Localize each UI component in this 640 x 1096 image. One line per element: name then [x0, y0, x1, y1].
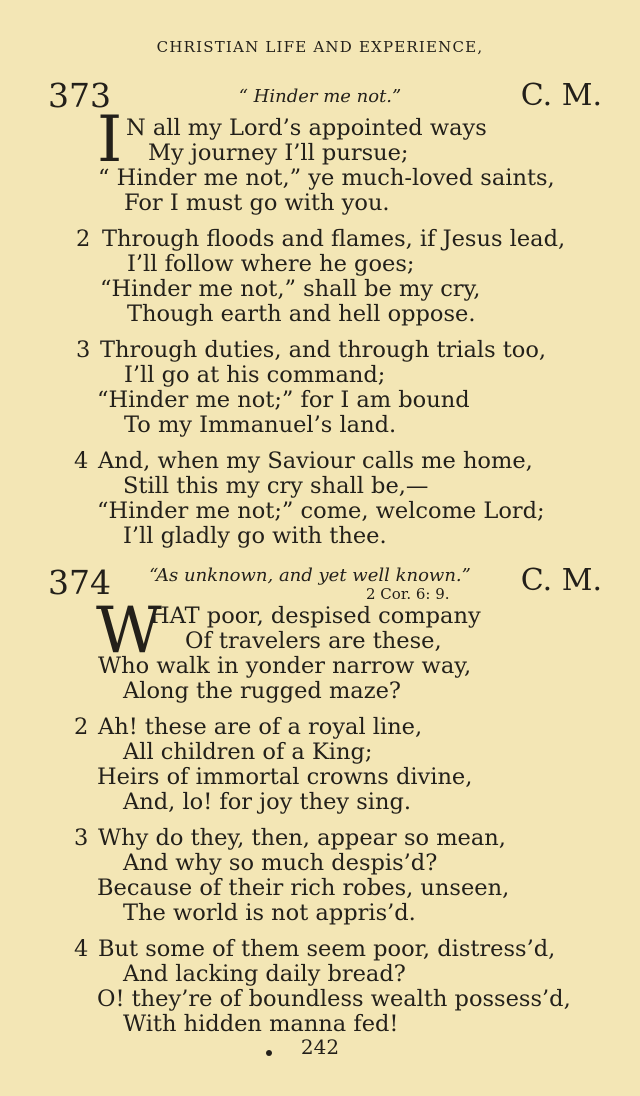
- verse-line: For I must go with you.: [124, 190, 390, 216]
- stanza-number: 2: [74, 714, 89, 740]
- running-head: CHRISTIAN LIFE AND EXPERIENCE,: [156, 38, 484, 56]
- stanza-number: 4: [74, 936, 89, 962]
- verse-line: To my Immanuel’s land.: [124, 412, 397, 438]
- verse-line: I’ll go at his command;: [124, 362, 386, 388]
- verse-line: But some of them seem poor, distress’d,: [98, 936, 556, 962]
- verse-line: O! they’re of boundless wealth possess’d,: [97, 986, 571, 1012]
- stanza-number: 3: [76, 337, 91, 363]
- verse-line: With hidden manna fed!: [123, 1011, 399, 1037]
- verse-line: “Hinder me not,” shall be my cry,: [100, 276, 481, 302]
- hymn-meter: C. M.: [520, 563, 602, 598]
- verse-line: My journey I’ll pursue;: [148, 140, 409, 166]
- stanza-number: 4: [74, 448, 89, 474]
- hymn-meter: C. M.: [520, 78, 602, 113]
- hymn-title: “ Hinder me not.”: [238, 86, 402, 107]
- verse-line: Who walk in yonder narrow way,: [98, 653, 472, 679]
- verse-line: And, when my Saviour calls me home,: [98, 448, 533, 474]
- verse-line: I’ll follow where he goes;: [127, 251, 415, 277]
- drop-cap: W: [96, 594, 162, 668]
- verse-line: I’ll gladly go with thee.: [123, 523, 387, 549]
- verse-line: Why do they, then, appear so mean,: [98, 825, 506, 851]
- verse-line: And lacking daily bread?: [123, 961, 406, 987]
- verse-line: “ Hinder me not,” ye much-loved saints,: [98, 165, 555, 191]
- verse-line: “Hinder me not;” come, welcome Lord;: [97, 498, 545, 524]
- stanza-number: 2: [76, 226, 91, 252]
- verse-line: Along the rugged maze?: [123, 678, 401, 704]
- hymn-number: 374: [48, 563, 111, 602]
- verse-line: Though earth and hell oppose.: [127, 301, 476, 327]
- verse-line: And, lo! for joy they sing.: [123, 789, 412, 815]
- hymn-title: “As unknown, and yet well known.”: [149, 565, 471, 586]
- drop-cap: I: [97, 103, 123, 177]
- verse-line: HAT poor, despised company: [150, 603, 481, 629]
- verse-line: Because of their rich robes, unseen,: [97, 875, 510, 901]
- verse-line: Ah! these are of a royal line,: [98, 714, 423, 740]
- verse-line: Of travelers are these,: [185, 628, 442, 654]
- verse-line: And why so much despis’d?: [123, 850, 438, 876]
- verse-line: “Hinder me not;” for I am bound: [97, 387, 470, 413]
- hymn-number: 373: [48, 76, 111, 115]
- verse-line: Heirs of immortal crowns divine,: [97, 764, 473, 790]
- hymn-header: [0, 76, 640, 116]
- verse-line: Through floods and flames, if Jesus lead,: [102, 226, 566, 252]
- page-number: 242: [300, 1035, 340, 1059]
- verse-line: All children of a King;: [123, 739, 373, 765]
- stanza-number: 3: [74, 825, 89, 851]
- verse-line: Still this my cry shall be,—: [123, 473, 429, 499]
- scripture-reference: 2 Cor. 6: 9.: [366, 585, 450, 603]
- verse-line: Through duties, and through trials too,: [100, 337, 547, 363]
- verse-line: N all my Lord’s appointed ways: [126, 115, 487, 141]
- verse-line: The world is not appris’d.: [123, 900, 416, 926]
